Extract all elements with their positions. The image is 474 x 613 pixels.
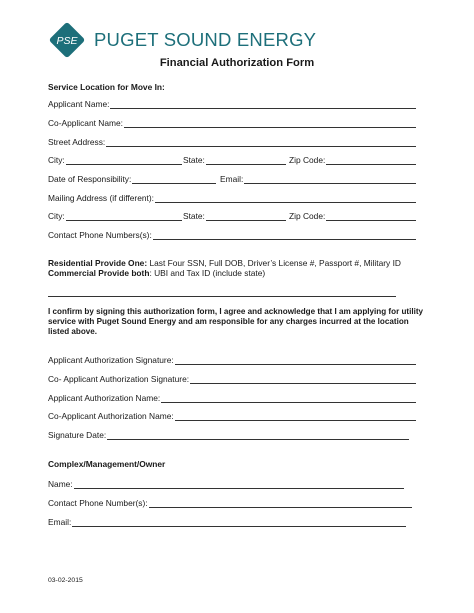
applicant-signature-label: Applicant Authorization Signature: (48, 355, 174, 365)
confirmation-statement: I confirm by signing this authorization form, I agree and acknowledge that I am applying for utility service with Puget Sound Energy and am responsible for any charges incurred at the location listed above. (48, 307, 424, 336)
contact-phone-field[interactable] (48, 228, 416, 240)
mailing-zip-blank[interactable] (326, 211, 416, 221)
mailing-city-blank[interactable] (66, 211, 182, 221)
complex-email-label: Email: (48, 517, 72, 527)
zip-field[interactable] (289, 155, 416, 165)
applicant-signature-field[interactable] (48, 353, 416, 365)
date-of-responsibility-label: Date of Responsibility: (48, 174, 132, 184)
form-title: Financial Authorization Form (159, 57, 315, 69)
state-field[interactable] (183, 155, 286, 165)
co-applicant-name-blank[interactable] (124, 118, 416, 128)
date-of-responsibility-field[interactable] (48, 174, 216, 184)
street-address-blank[interactable] (106, 137, 416, 147)
zip-label: Zip Code: (289, 155, 326, 165)
applicant-name-field[interactable] (48, 97, 416, 109)
signature-date-blank[interactable] (107, 430, 409, 440)
state-label: State: (183, 155, 205, 165)
complex-name-blank[interactable] (74, 479, 404, 489)
signature-date-label: Signature Date: (48, 430, 107, 440)
contact-phone-blank[interactable] (153, 230, 416, 240)
mailing-state-label: State: (183, 211, 205, 221)
mailing-city-label: City: (48, 211, 65, 221)
signature-date-field[interactable] (48, 428, 409, 440)
company-name: PUGET SOUND ENERGY (94, 29, 317, 50)
applicant-name-blank[interactable] (110, 99, 416, 109)
logo-badge-text: PSE (56, 35, 78, 47)
street-address-label: Street Address: (48, 137, 106, 147)
mailing-city-field[interactable] (48, 211, 182, 221)
state-blank[interactable] (206, 155, 286, 165)
complex-name-field[interactable] (48, 477, 404, 489)
responsibility-email-row (48, 172, 416, 184)
co-applicant-authorization-name-blank[interactable] (175, 411, 416, 421)
city-field[interactable] (48, 155, 182, 165)
mailing-address-field[interactable] (48, 191, 416, 203)
commercial-text: : UBI and Tax ID (include state) (149, 268, 266, 278)
co-applicant-signature-field[interactable] (48, 372, 416, 384)
email-blank[interactable] (244, 174, 416, 184)
applicant-name-label: Applicant Name: (48, 99, 110, 109)
complex-contact-phone-label: Contact Phone Number(s): (48, 498, 148, 508)
section-divider (48, 296, 396, 297)
contact-phone-label: Contact Phone Numbers(s): (48, 230, 152, 240)
street-address-field[interactable] (48, 135, 416, 147)
city-state-zip-row (48, 153, 416, 165)
co-applicant-name-field[interactable] (48, 116, 416, 128)
complex-contact-phone-blank[interactable] (149, 498, 412, 508)
co-applicant-signature-blank[interactable] (190, 374, 416, 384)
residential-requirement (48, 258, 401, 269)
email-field[interactable] (220, 174, 416, 184)
zip-blank[interactable] (326, 155, 416, 165)
complex-management-heading: Complex/Management/Owner (48, 459, 166, 469)
commercial-label: Commercial Provide both (48, 268, 150, 278)
applicant-authorization-name-label: Applicant Authorization Name: (48, 393, 161, 403)
co-applicant-authorization-name-label: Co-Applicant Authorization Name: (48, 411, 174, 421)
co-applicant-signature-label: Co- Applicant Authorization Signature: (48, 374, 190, 384)
residential-label: Residential Provide One: (48, 258, 148, 268)
city-blank[interactable] (66, 155, 182, 165)
mailing-state-blank[interactable] (206, 211, 286, 221)
mailing-state-field[interactable] (183, 211, 286, 221)
mailing-zip-field[interactable] (289, 211, 416, 221)
mailing-zip-label: Zip Code: (289, 211, 326, 221)
city-label: City: (48, 155, 65, 165)
service-location-heading: Service Location for Move In: (48, 82, 165, 92)
complex-name-label: Name: (48, 479, 73, 489)
complex-email-blank[interactable] (72, 517, 406, 527)
commercial-requirement (48, 268, 265, 279)
applicant-signature-blank[interactable] (175, 355, 416, 365)
co-applicant-name-label: Co-Applicant Name: (48, 118, 123, 128)
date-of-responsibility-blank[interactable] (132, 174, 216, 184)
co-applicant-authorization-name-field[interactable] (48, 409, 416, 421)
mailing-address-label: Mailing Address (if different): (48, 193, 154, 203)
applicant-authorization-name-field[interactable] (48, 391, 416, 403)
mailing-city-state-zip-row (48, 209, 416, 221)
residential-text: Last Four SSN, Full DOB, Driver’s License #, Passport #, Military ID (147, 258, 401, 268)
complex-contact-phone-field[interactable] (48, 496, 412, 508)
mailing-address-blank[interactable] (155, 193, 416, 203)
company-logo (48, 20, 316, 60)
complex-email-field[interactable] (48, 515, 406, 527)
email-label: Email: (220, 174, 244, 184)
pse-diamond-icon (48, 21, 86, 59)
revision-date: 03-02-2015 (48, 577, 83, 584)
applicant-authorization-name-blank[interactable] (161, 393, 416, 403)
